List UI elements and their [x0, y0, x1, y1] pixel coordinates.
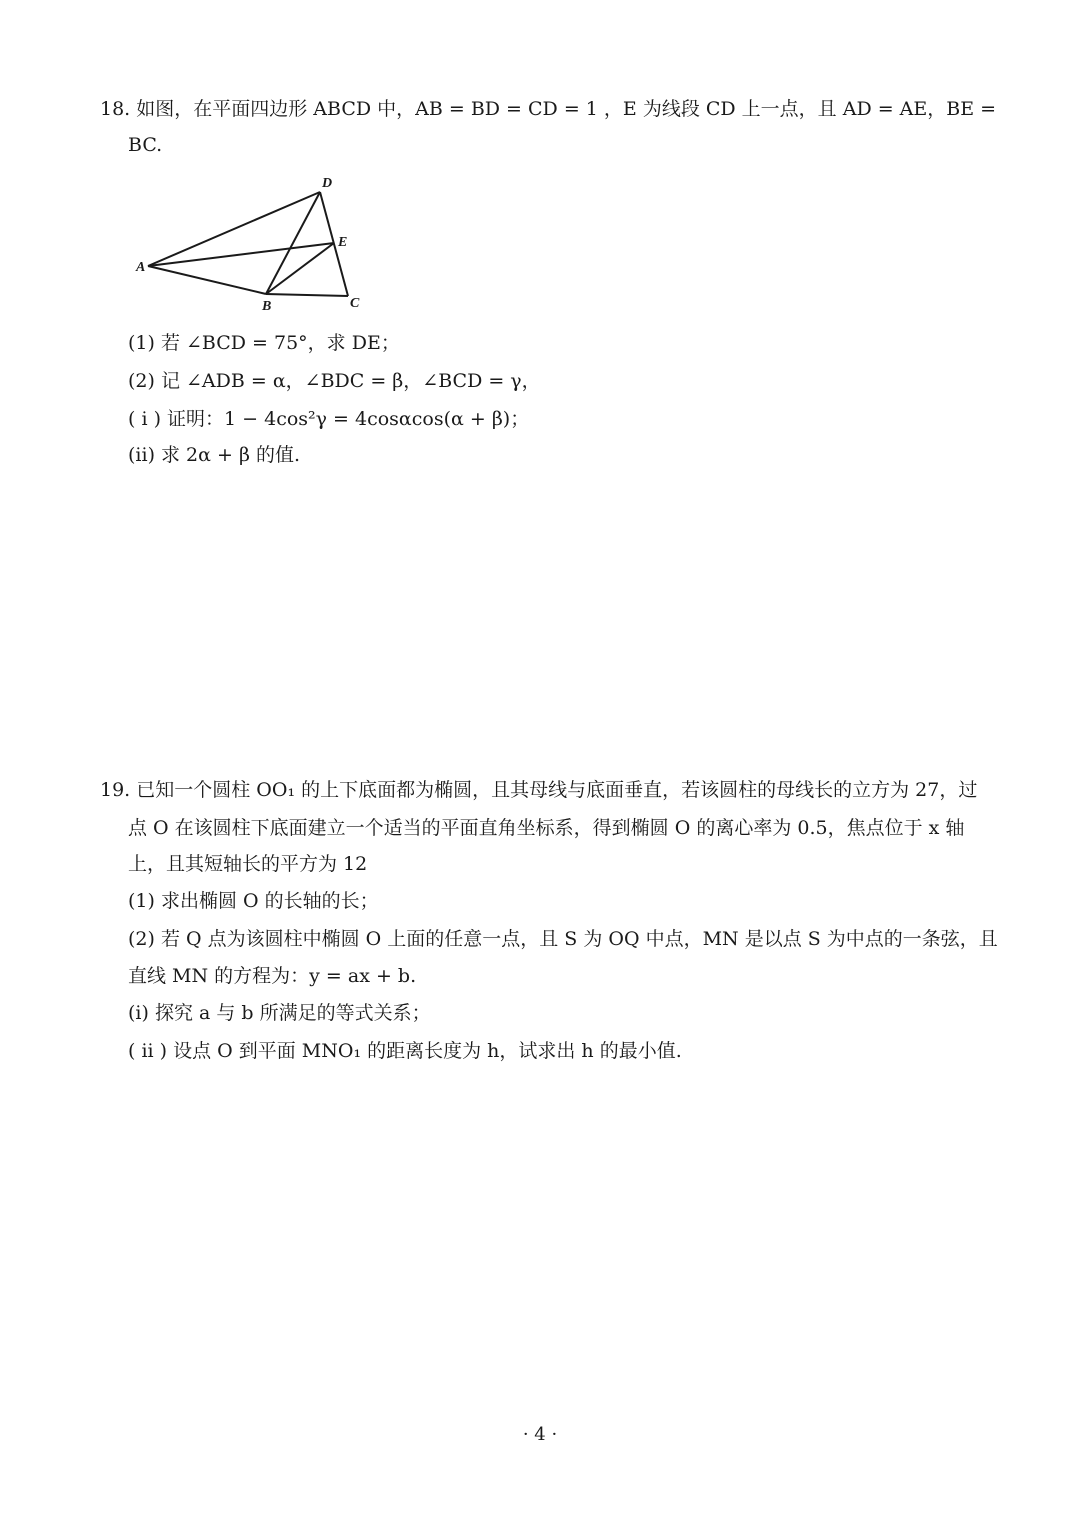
q19-part2-ii: ( ii ) 设点 O 到平面 MNO₁ 的距离长度为 h，试求出 h 的最小值. [128, 1040, 682, 1062]
label-B: B [262, 299, 272, 314]
label-D: D [322, 176, 333, 191]
q18-line2: BC. [128, 134, 163, 156]
q19-part1: (1) 求出椭圆 O 的长轴的长； [128, 890, 379, 912]
q18-line1: 18. 如图，在平面四边形 ABCD 中，AB = BD = CD = 1 ，E 为线段 CD 上一点，且 AD = AE，BE = [100, 98, 997, 120]
q19-part2-line1: (2) 若 Q 点为该圆柱中椭圆 O 上面的任意一点，且 S 为 OQ 中点，MN 是以点 S 为中点的一条弦，且 [128, 928, 998, 950]
label-E: E [338, 235, 348, 250]
segment-AB [148, 266, 266, 294]
q19-part2-line2: 直线 MN 的方程为：y = ax + b. [128, 965, 417, 987]
q18-part2-i: ( i ) 证明：1 − 4cos²γ = 4cosαcos(α + β)； [128, 408, 530, 430]
segment-BD [266, 192, 320, 294]
page-number: · 4 · [522, 1424, 558, 1445]
q19-line2: 点 O 在该圆柱下底面建立一个适当的平面直角坐标系，得到椭圆 O 的离心率为 0.5，焦点位于 x 轴 [128, 817, 965, 839]
label-A: A [136, 260, 146, 275]
q18-part2: (2) 记 ∠ADB = α，∠BDC = β，∠BCD = γ， [128, 370, 541, 392]
q18-part1: (1) 若 ∠BCD = 75°，求 DE； [128, 332, 400, 354]
q19-line1: 19. 已知一个圆柱 OO₁ 的上下底面都为椭圆，且其母线与底面垂直，若该圆柱的母线长的立方为 27，过 [100, 779, 978, 801]
label-C: C [350, 296, 360, 311]
quadrilateral-figure [128, 170, 368, 320]
segment-BC [266, 294, 348, 296]
q18-part2-ii: (ii) 求 2α + β 的值. [128, 444, 301, 466]
q19-line3: 上，且其短轴长的平方为 12 [128, 853, 368, 875]
q19-part2-i: (i) 探究 a 与 b 所满足的等式关系； [128, 1002, 431, 1024]
